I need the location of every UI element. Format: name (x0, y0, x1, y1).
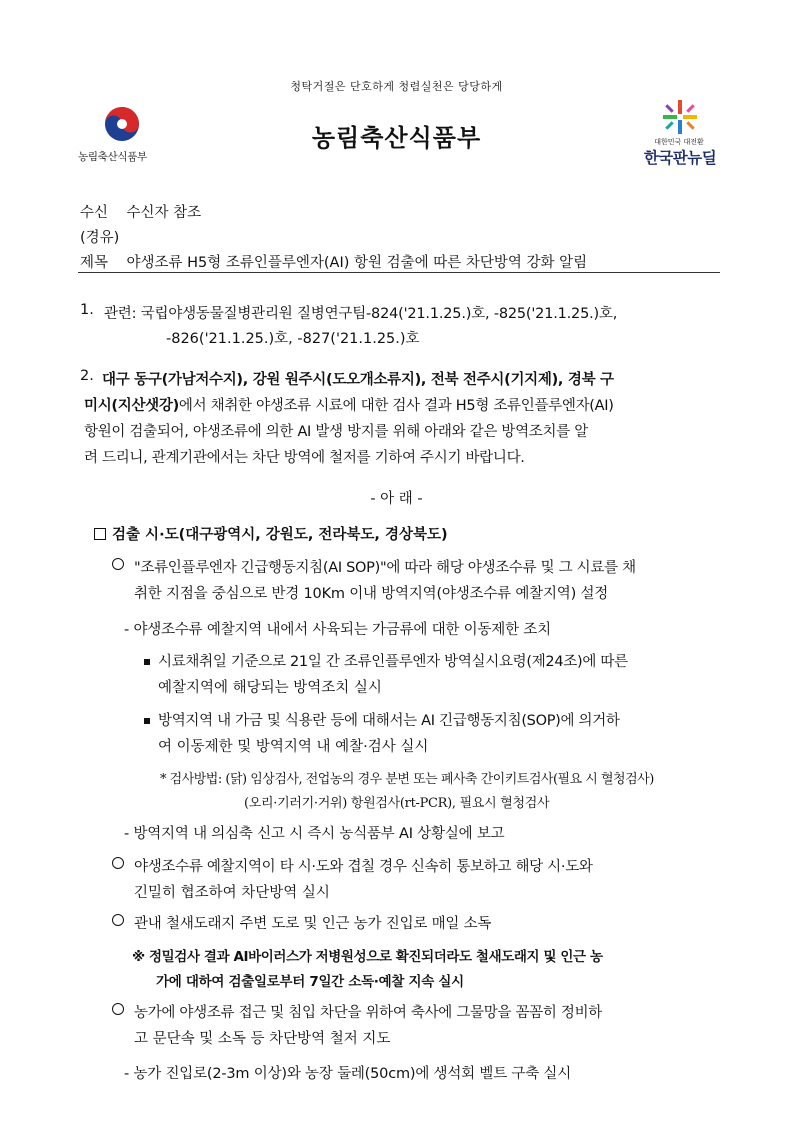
dash2: - 방역지역 내 의심축 신고 시 즉시 농식품부 AI 상황실에 보고 (124, 826, 505, 842)
korean-new-deal-logo (636, 98, 726, 170)
circle-bullet-icon (112, 914, 124, 926)
circle4-line1: 농가에 야생조류 접근 및 침입 차단을 위하여 축사에 그물망을 꼼꼼히 정비하 (134, 1005, 603, 1021)
subject-row (80, 251, 587, 272)
dash3: - 농가 진입로(2-3m 이상)와 농장 둘레(50cm)에 생석회 벨트 구축 실시 (124, 1066, 572, 1082)
subject-label: 제목 (80, 255, 109, 271)
item2-line2-rest: 에서 채취한 야생조류 시료에 대한 검사 결과 H5형 조류인플루엔자(AI) (178, 398, 614, 414)
recipient-row (80, 201, 201, 222)
item1-number: 1. (80, 302, 94, 318)
circle3: 관내 철새도래지 주변 도로 및 인근 농가 진입로 매일 소독 (134, 916, 492, 932)
checkbox-square-icon (94, 528, 106, 540)
header-divider (78, 272, 720, 273)
item2-number: 2. (80, 368, 94, 384)
note-line1: * 검사방법: (닭) 임상검사, 전업농의 경우 분변 또는 폐사축 간이키트검사(필요 시 혈청검사) (160, 772, 654, 787)
bullet1-line1: 시료채취일 기준으로 21일 간 조류인플루엔자 방역실시요령(제24조)에 따른 (158, 654, 628, 670)
bullet1-line2: 예찰지역에 해당되는 방역조치 실시 (158, 680, 382, 696)
section-title (94, 523, 448, 544)
notice-line1: ※ 정밀검사 결과 AI바이러스가 저병원성으로 확진되더라도 철새도래지 및 인근 농 (132, 949, 603, 965)
below-heading: - 아 래 - (370, 491, 423, 507)
item2-line4: 려 드리니, 관계기관에서는 차단 방역에 철저를 기하여 주시기 바랍니다. (84, 450, 525, 466)
circle-bullet-icon (112, 558, 124, 570)
notice-line2: 가에 대하여 검출일로부터 7일간 소독·예찰 지속 실시 (156, 974, 464, 990)
new-deal-mark-icon (660, 98, 700, 136)
circle2-line1: 야생조수류 예찰지역이 타 시·도와 겹칠 경우 신속히 통보하고 해당 시·도와 (134, 859, 593, 875)
motto-text: 청탁거절은 단호하게 청렴실천은 당당하게 (290, 80, 503, 93)
circle-bullet-icon (112, 857, 124, 869)
circle-bullet-icon (112, 1003, 124, 1015)
new-deal-title: 한국판뉴딜 (643, 149, 717, 167)
recipient-label: 수신 (80, 205, 109, 221)
via-row: (경유) (80, 230, 120, 246)
section-title-text: 검출 시·도(대구광역시, 강원도, 전라북도, 경상북도) (112, 527, 448, 543)
item1-line1: 관련: 국립야생동물질병관리원 질병연구팀-824('21.1.25.)호, -825('21.1.25.)호, (104, 306, 618, 322)
subject-value: 야생조류 H5형 조류인플루엔자(AI) 항원 검출에 따른 차단방역 강화 알림 (126, 255, 588, 271)
item1-line2: -826('21.1.25.)호, -827('21.1.25.)호 (166, 331, 420, 347)
bullet2-line1: 방역지역 내 가금 및 식용란 등에 대해서는 AI 긴급행동지침(SOP)에 의거하 (158, 713, 620, 729)
square-bullet-icon (144, 659, 150, 665)
organization-name: 농림축산식품부 (311, 124, 482, 152)
recipient-value: 수신자 참조 (126, 205, 202, 221)
new-deal-tagline: 대한민국 대전환 (654, 138, 704, 146)
ministry-logo-caption: 농림축산식품부 (78, 151, 147, 163)
item2-line3: 항원이 검출되어, 야생조류에 의한 AI 발생 방지를 위해 아래와 같은 방역조치를 알 (84, 424, 588, 440)
item2-line1: 대구 동구(가남저수지), 강원 원주시(도오개소류지), 전북 전주시(기지제), 경북 구 (102, 372, 614, 388)
bullet2-line2: 여 이동제한 및 방역지역 내 예찰·검사 실시 (158, 739, 429, 755)
circle4-line2: 고 문단속 및 소독 등 차단방역 철저 지도 (134, 1031, 391, 1047)
dash1: - 야생조수류 예찰지역 내에서 사육되는 가금류에 대한 이동제한 조치 (124, 622, 551, 638)
item2-line2-bold: 미시(지산샛강) (84, 398, 179, 414)
item2-line2 (84, 394, 614, 415)
square-bullet-icon (144, 718, 150, 724)
circle2-line2: 긴밀히 협조하여 차단방역 실시 (134, 885, 330, 901)
note-line2: (오리·기러기·거위) 항원검사(rt-PCR), 필요시 혈청검사 (244, 796, 550, 811)
circle1-line2: 취한 지점을 중심으로 반경 10Km 이내 방역지역(야생조수류 예찰지역) 설정 (134, 586, 609, 602)
circle1-line1: "조류인플루엔자 긴급행동지침(AI SOP)"에 따라 해당 야생조수류 및 그 시료를 채 (134, 560, 636, 576)
